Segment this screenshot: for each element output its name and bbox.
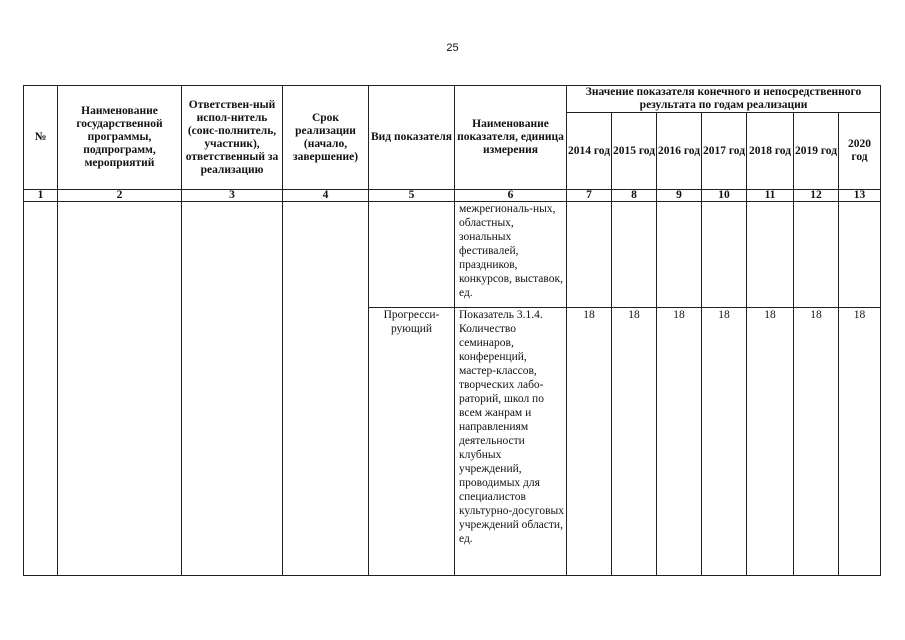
cell-value: 18 xyxy=(657,308,702,576)
cell-value xyxy=(657,202,702,308)
cell-value xyxy=(747,202,794,308)
header-col-indicator-name: Наименование показателя, единица измерения xyxy=(455,86,567,190)
column-number: 9 xyxy=(657,190,702,202)
cell-value: 18 xyxy=(612,308,657,576)
header-year: 2020 год xyxy=(839,113,881,190)
header-year: 2019 год xyxy=(794,113,839,190)
header-values-group: Значение показателя конечного и непосредственного результата по годам реализации xyxy=(567,86,881,113)
header-row-top xyxy=(24,86,881,113)
cell-value xyxy=(702,202,747,308)
cell-value: 18 xyxy=(794,308,839,576)
column-number: 7 xyxy=(567,190,612,202)
header-col-executor: Ответствен-ный испол-нитель (соис-полнитель, участник), ответственный за реализацию xyxy=(182,86,283,190)
column-number: 3 xyxy=(182,190,283,202)
header-year: 2018 год xyxy=(747,113,794,190)
column-numbers-row xyxy=(24,190,881,202)
cell-indicator-name: межрегиональ-ных, областных, зональных фестивалей, праздников, конкурсов, выставок, ед. xyxy=(455,202,567,308)
cell-value: 18 xyxy=(747,308,794,576)
column-number: 1 xyxy=(24,190,58,202)
cell-term xyxy=(283,202,369,576)
cell-number xyxy=(24,202,58,576)
column-number: 10 xyxy=(702,190,747,202)
column-number: 13 xyxy=(839,190,881,202)
cell-program xyxy=(58,202,182,576)
cell-value: 18 xyxy=(567,308,612,576)
column-number: 8 xyxy=(612,190,657,202)
page-number: 25 xyxy=(446,42,459,54)
column-number: 6 xyxy=(455,190,567,202)
cell-indicator-name: Показатель 3.1.4. Количество семинаров, конференций, мастер-классов, творческих лабо-раторий, школ по всем жанрам и направлениям деятельности клубных учреждений, проводимых для специалистов культурно-досуговых учреждений области, ед. xyxy=(455,308,567,576)
header-col-term: Срок реализации (начало, завершение) xyxy=(283,86,369,190)
cell-value: 18 xyxy=(702,308,747,576)
header-col-program: Наименование государственной программы, подпрограмм, мероприятий xyxy=(58,86,182,190)
column-number: 2 xyxy=(58,190,182,202)
indicators-table xyxy=(23,85,881,576)
cell-value xyxy=(794,202,839,308)
column-number: 11 xyxy=(747,190,794,202)
cell-indicator-kind xyxy=(369,202,455,308)
cell-value xyxy=(567,202,612,308)
cell-value xyxy=(612,202,657,308)
column-number: 12 xyxy=(794,190,839,202)
cell-indicator-kind: Прогресси-рующий xyxy=(369,308,455,576)
header-year: 2014 год xyxy=(567,113,612,190)
table-row xyxy=(24,202,881,308)
column-number: 4 xyxy=(283,190,369,202)
header-col-number: № xyxy=(24,86,58,190)
column-number: 5 xyxy=(369,190,455,202)
header-year: 2016 год xyxy=(657,113,702,190)
cell-value xyxy=(839,202,881,308)
header-year: 2017 год xyxy=(702,113,747,190)
cell-value: 18 xyxy=(839,308,881,576)
cell-executor xyxy=(182,202,283,576)
header-year: 2015 год xyxy=(612,113,657,190)
header-col-indicator-kind: Вид показателя xyxy=(369,86,455,190)
